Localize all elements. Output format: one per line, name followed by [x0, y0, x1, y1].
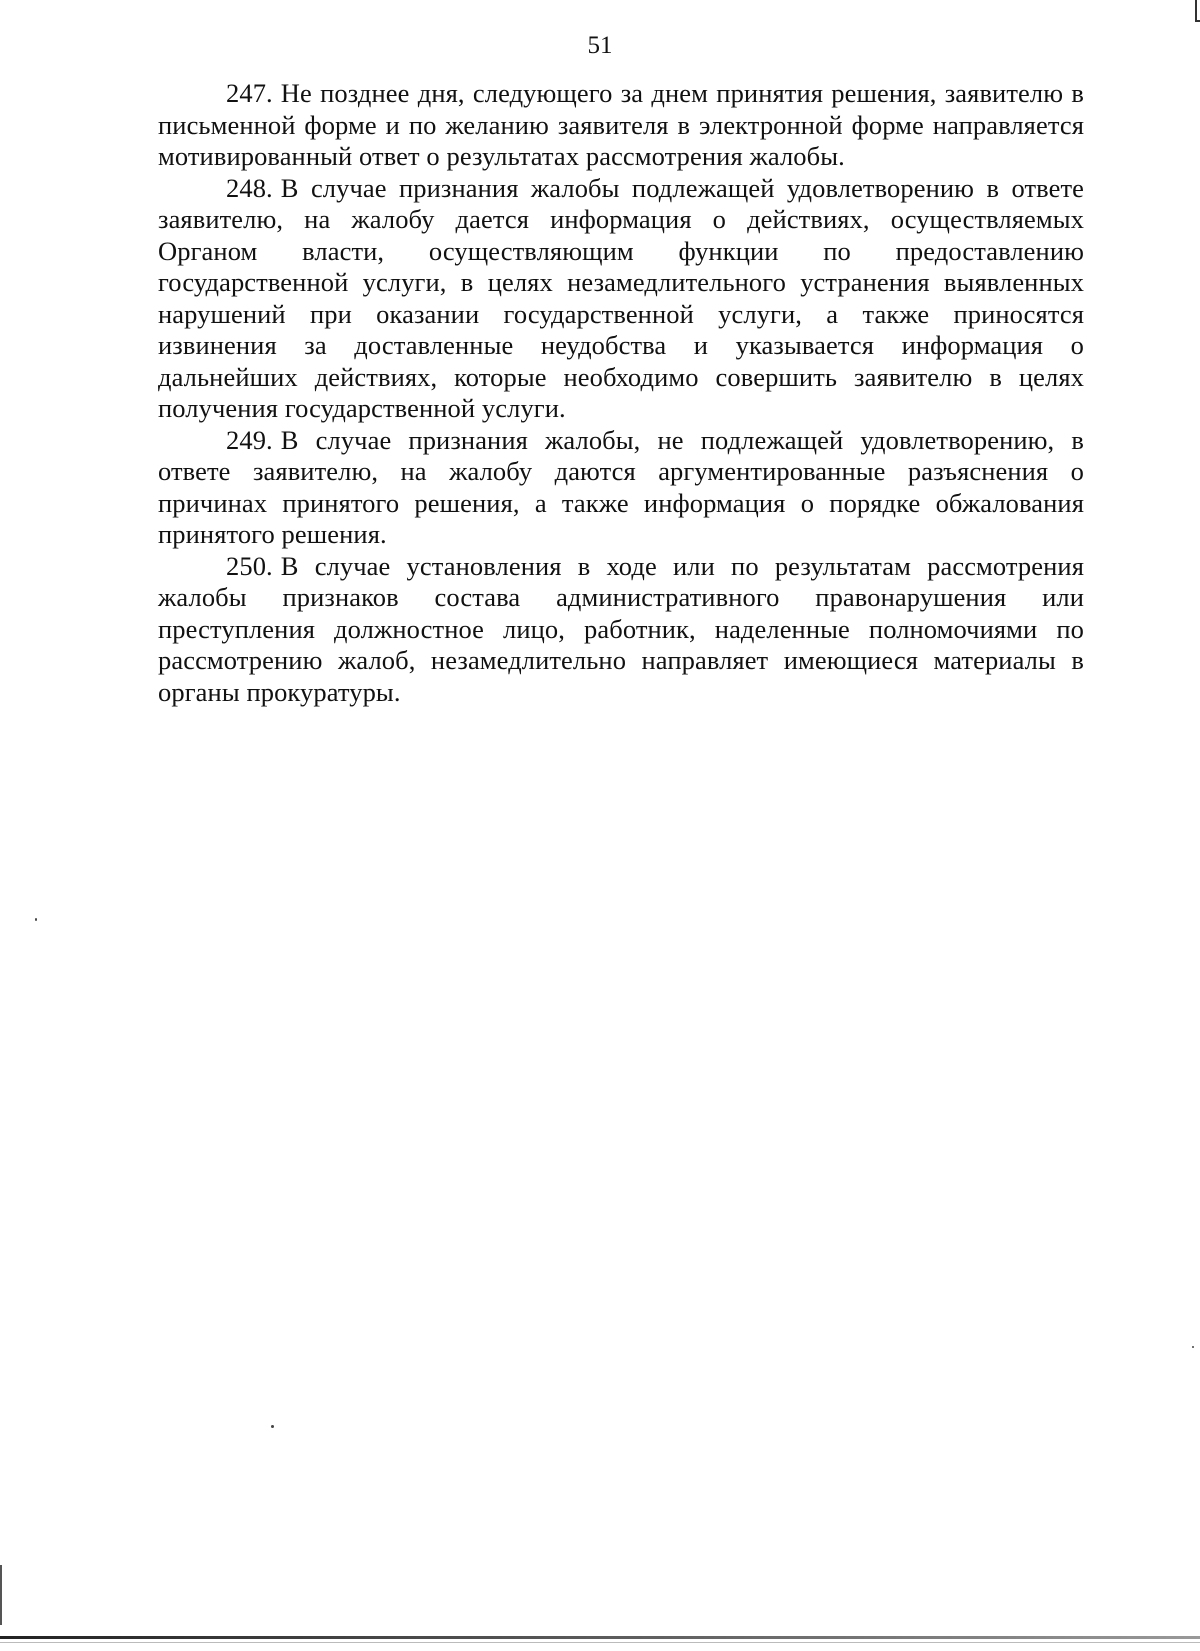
paragraph-text: В случае признания жалобы подлежащей удовлетворению в ответе заявителю, на жалобу дается информация о действиях, осуществляемых Органом власти, осуществляющим функции по предоставлению государственной услуги, в целях незамедлительного устранения выявленных нарушений при оказании государственной услуги, а также приносятся извинения за доставленные неудобства и указывается информация о дальнейших действиях, которые необходимо совершить заявителю в целях получения государственной услуги. — [158, 172, 1084, 423]
paragraph-number: 247. — [226, 78, 273, 108]
scan-speck — [271, 1425, 274, 1428]
paragraph-number: 248. — [226, 172, 273, 203]
paragraph-247 — [158, 78, 1084, 173]
paragraph-text: В случае установления в ходе или по результатам рассмотрения жалобы признаков состава административного правонарушения или преступления должностное лицо, работник, наделенные полномочиями по рассмотрению жалоб, незамедлительно направляет имеющиеся материалы в органы прокуратуры. — [158, 550, 1084, 707]
scan-edge-bottom — [0, 1636, 1200, 1639]
scan-speck — [35, 918, 37, 921]
paragraph-number: 250. — [226, 550, 273, 581]
paragraph-text: В случае признания жалобы, не подлежащей удовлетворению, в ответе заявителю, на жалобу даются аргументированные разъяснения о причинах принятого решения, а также информация о порядке обжалования принятого решения. — [158, 424, 1084, 549]
paragraph-250 — [158, 551, 1084, 709]
paragraph-249 — [158, 425, 1084, 551]
scan-speck — [1192, 1346, 1194, 1348]
scan-edge-left — [0, 1565, 2, 1625]
scan-edge-bottom-thin — [0, 1642, 1200, 1643]
paragraph-number: 249. — [226, 424, 273, 455]
page-number: 51 — [587, 32, 613, 59]
paragraph-248 — [158, 173, 1084, 425]
document-body — [158, 78, 1084, 708]
paragraph-text: Не позднее дня, следующего за днем принятия решения, заявителю в письменной форме и по желанию заявителя в электронной форме направляется мотивированный ответ о результатах рассмотрения жалобы. — [158, 78, 1084, 171]
scan-edge-top-right — [1195, 0, 1200, 22]
